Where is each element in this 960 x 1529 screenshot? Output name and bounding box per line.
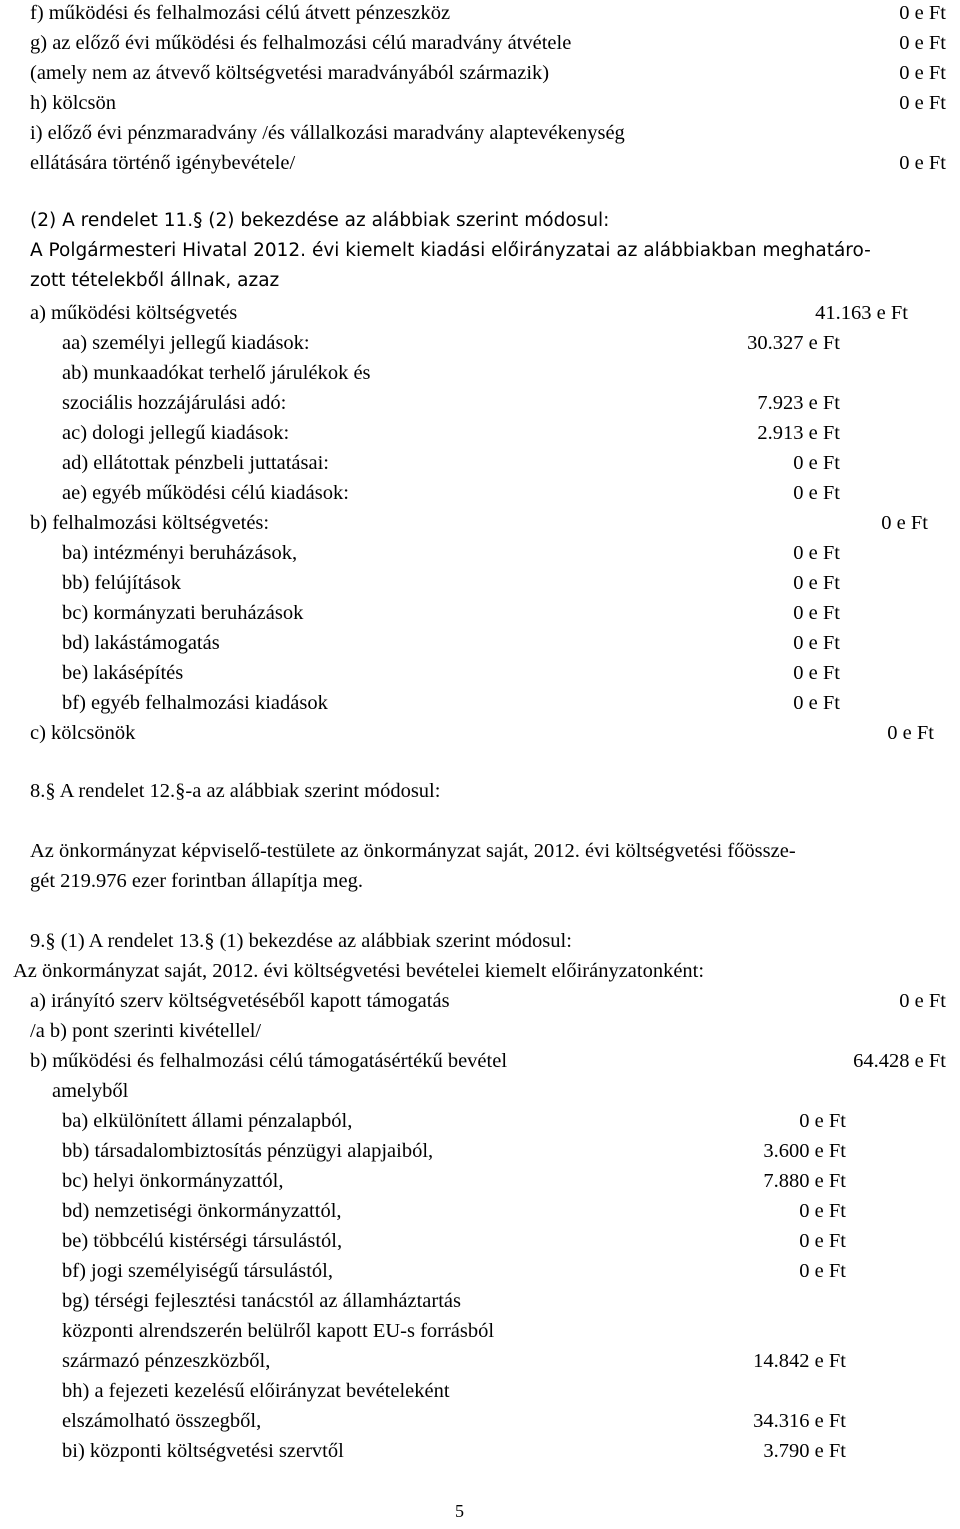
line-amount: 0 e Ft: [793, 602, 840, 624]
line-amount: 0 e Ft: [793, 662, 840, 684]
line-text: ae) egyéb működési célú kiadások:: [62, 482, 349, 504]
line-amount: 0 e Ft: [793, 632, 840, 654]
line-amount: 3.600 e Ft: [763, 1140, 846, 1162]
line-text: /a b) pont szerinti kivétellel/: [30, 1020, 262, 1042]
line-amount: 0 e Ft: [793, 482, 840, 504]
line-text: ad) ellátottak pénzbeli juttatásai:: [62, 452, 329, 474]
line-amount: 0 e Ft: [899, 92, 946, 114]
line-text: f) működési és felhalmozási célú átvett pénzeszköz: [30, 2, 451, 24]
line-text: bf) jogi személyiségű társulástól,: [62, 1260, 333, 1282]
line-amount: 0 e Ft: [799, 1260, 846, 1282]
line-text: bi) központi költségvetési szervtől: [62, 1440, 344, 1462]
line-amount: 0 e Ft: [899, 2, 946, 24]
line-text: (amely nem az átvevő költségvetési maradványából származik): [30, 62, 550, 84]
line-amount: 0 e Ft: [793, 692, 840, 714]
line-text: b) felhalmozási költségvetés:: [30, 512, 270, 534]
line-text: ba) intézményi beruházások,: [62, 542, 298, 564]
line-amount: 0 e Ft: [887, 722, 934, 744]
line-amount: 7.880 e Ft: [763, 1170, 846, 1192]
line-amount: 0 e Ft: [793, 452, 840, 474]
line-text: be) többcélú kistérségi társulástól,: [62, 1230, 343, 1252]
line-amount: 41.163 e Ft: [815, 302, 908, 324]
line-text: bg) térségi fejlesztési tanácstól az államháztartás: [62, 1290, 461, 1312]
line-text: aa) személyi jellegű kiadások:: [62, 332, 310, 354]
line-text: bd) nemzetiségi önkormányzattól,: [62, 1200, 342, 1222]
line-amount: 0 e Ft: [881, 512, 928, 534]
line-amount: 7.923 e Ft: [757, 392, 840, 414]
line-text: bd) lakástámogatás: [62, 632, 220, 654]
line-text: i) előző évi pénzmaradvány /és vállalkozási maradvány alaptevékenység: [30, 122, 625, 144]
line-text: g) az előző évi működési és felhalmozási célú maradvány átvétele: [30, 32, 572, 54]
line-text: Az önkormányzat saját, 2012. évi költségvetési bevételei kiemelt előirányzatonként:: [13, 960, 705, 982]
line-amount: 0 e Ft: [799, 1230, 846, 1252]
line-text: a) működési költségvetés: [30, 302, 238, 324]
line-amount: 0 e Ft: [899, 990, 946, 1012]
line-text: bf) egyéb felhalmozási kiadások: [62, 692, 328, 714]
line-amount: 0 e Ft: [899, 152, 946, 174]
line-text: ab) munkaadókat terhelő járulékok és: [62, 362, 371, 384]
line-text: h) kölcsön: [30, 92, 116, 114]
line-amount: 0 e Ft: [799, 1110, 846, 1132]
line-text: Az önkormányzat képviselő-testülete az önkormányzat saját, 2012. évi költségvetési főössze-: [30, 840, 796, 862]
line-text: (2) A rendelet 11.§ (2) bekezdése az alábbiak szerint módosul:: [30, 210, 610, 231]
line-text: bc) kormányzati beruházások: [62, 602, 304, 624]
line-text: bh) a fejezeti kezelésű előirányzat bevételeként: [62, 1380, 450, 1402]
line-text: ba) elkülönített állami pénzalapból,: [62, 1110, 353, 1132]
line-text: c) kölcsönök: [30, 722, 136, 744]
line-text: b) működési és felhalmozási célú támogatásértékű bevétel: [30, 1050, 508, 1072]
line-text: a) irányító szerv költségvetéséből kapott támogatás: [30, 990, 450, 1012]
line-text: bc) helyi önkormányzattól,: [62, 1170, 284, 1192]
line-amount: 3.790 e Ft: [763, 1440, 846, 1462]
line-amount: 0 e Ft: [899, 32, 946, 54]
page-number: 5: [455, 1501, 464, 1521]
line-text: zott tételekből állnak, azaz: [30, 270, 280, 291]
line-text: gét 219.976 ezer forintban állapítja meg.: [30, 870, 364, 892]
line-text: amelyből: [52, 1080, 129, 1102]
line-amount: 14.842 e Ft: [753, 1350, 846, 1372]
line-text: 9.§ (1) A rendelet 13.§ (1) bekezdése az alábbiak szerint módosul:: [30, 930, 572, 952]
line-text: bb) társadalombiztosítás pénzügyi alapjaiból,: [62, 1140, 434, 1162]
line-text: központi alrendszerén belülről kapott EU-s forrásból: [62, 1320, 495, 1342]
line-text: elszámolható összegből,: [62, 1410, 262, 1432]
line-text: szociális hozzájárulási adó:: [62, 392, 287, 414]
line-text: ellátására történő igénybevétele/: [30, 152, 296, 174]
line-amount: 30.327 e Ft: [747, 332, 840, 354]
line-text: származó pénzeszközből,: [62, 1350, 271, 1372]
line-amount: 2.913 e Ft: [757, 422, 840, 444]
line-text: A Polgármesteri Hivatal 2012. évi kiemelt kiadási előirányzatai az alábbiakban meghatáro-: [30, 240, 871, 261]
line-amount: 0 e Ft: [793, 572, 840, 594]
line-amount: 64.428 e Ft: [853, 1050, 946, 1072]
line-text: ac) dologi jellegű kiadások:: [62, 422, 290, 444]
line-amount: 34.316 e Ft: [753, 1410, 846, 1432]
line-text: bb) felújítások: [62, 572, 181, 594]
line-text: 8.§ A rendelet 12.§-a az alábbiak szerint módosul:: [30, 780, 441, 802]
line-text: be) lakásépítés: [62, 662, 184, 684]
line-amount: 0 e Ft: [793, 542, 840, 564]
line-amount: 0 e Ft: [899, 62, 946, 84]
line-amount: 0 e Ft: [799, 1200, 846, 1222]
